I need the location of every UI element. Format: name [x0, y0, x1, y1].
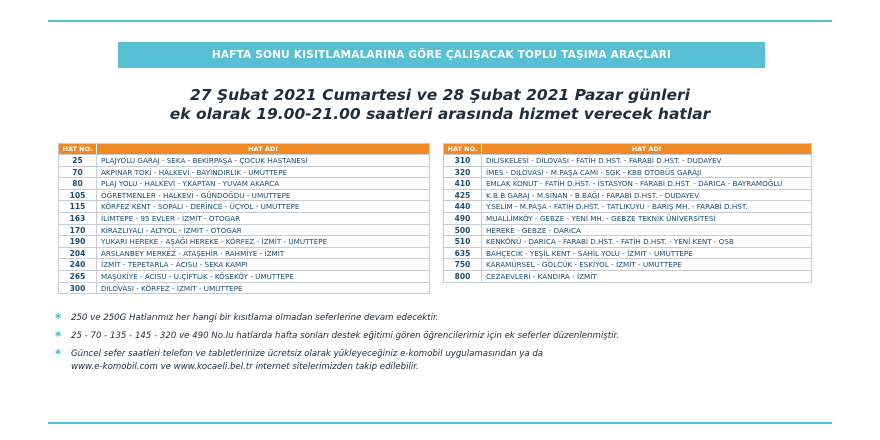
table-row: [59, 247, 429, 259]
table-row: [444, 177, 811, 189]
table-row: [444, 270, 811, 282]
route-number: 440: [444, 201, 482, 212]
table-row: [444, 212, 811, 224]
table-row: [444, 235, 811, 247]
headline: [60, 86, 820, 124]
route-name: KARAMÜRSEL - GÖLCÜK - ESKİYOL - İZMİT - UMUTTEPE: [486, 260, 682, 270]
table-row: [59, 177, 429, 189]
title-banner: [118, 42, 765, 68]
route-number: 190: [59, 236, 97, 247]
table-row: [444, 166, 811, 178]
col-header-route-no: HAT NO.: [444, 144, 482, 154]
route-number: 410: [444, 178, 482, 189]
right-table-header: [444, 144, 811, 154]
right-route-table: [443, 143, 812, 283]
note-item: [55, 312, 775, 325]
route-name: KİRAZLIYALI - ALTYOL - İZMİT - OTOGAR: [101, 225, 242, 235]
route-number: 115: [59, 201, 97, 212]
route-number: 750: [444, 259, 482, 270]
route-number: 170: [59, 225, 97, 236]
left-table-header: [59, 144, 429, 154]
route-number: 240: [59, 259, 97, 270]
route-number: 265: [59, 271, 97, 282]
route-name: AKPINAR TOKİ - HALKEVİ - BAYINDIRLIK - UMUTTEPE: [101, 167, 288, 177]
route-number: 310: [444, 155, 482, 166]
col-header-route-no: HAT NO.: [59, 144, 97, 154]
star-icon: *: [55, 311, 62, 325]
table-row: [59, 235, 429, 247]
table-row: [444, 189, 811, 201]
table-row: [444, 258, 811, 270]
bottom-divider: [48, 422, 832, 424]
note-text: 25 - 70 - 135 - 145 - 320 ve 490 No.lu hatlarda hafta sonları destek eğitimi gören öğrencilerimiz için ek seferler düzenlenmiştir.: [71, 331, 619, 341]
route-number: 425: [444, 190, 482, 201]
route-name: PLAJYOLU GARAJ - SEKA - BEKİRPAŞA - ÇOCUK HASTANESİ: [101, 156, 308, 165]
headline-line-2: ek olarak 19.00-21.00 saatleri arasında hizmet verecek hatlar: [169, 105, 711, 123]
route-number: 635: [444, 248, 482, 259]
route-name: MAŞUKİYE - ACISU - U.ÇİFTLİK - KÖSEKÖY - UMUTTEPE: [101, 271, 294, 281]
table-row: [59, 200, 429, 212]
route-number: 800: [444, 271, 482, 282]
route-name: Y.SELİM - M.PAŞA - FATİH D.HST. - TATLIKUYU - BARIŞ MH. - FARABİ D.HST.: [486, 202, 748, 212]
col-header-route-name: HAT ADI: [631, 145, 662, 153]
table-row: [59, 258, 429, 270]
left-table-body: [59, 154, 429, 293]
star-icon: *: [55, 329, 62, 343]
table-row: [59, 189, 429, 201]
table-row: [59, 166, 429, 178]
star-icon: *: [55, 347, 62, 361]
top-divider: [48, 20, 832, 22]
table-row: [444, 200, 811, 212]
table-row: [59, 154, 429, 166]
banner-title: HAFTA SONU KISITLAMALARINA GÖRE ÇALIŞACAK TOPLU TAŞIMA ARAÇLARI: [211, 49, 672, 61]
route-number: 300: [59, 283, 97, 294]
route-name: CEZAEVLERİ - KANDIRA - İZMİT: [486, 271, 597, 281]
left-route-table: [58, 143, 430, 294]
note-text: 250 ve 250G Hatlarımız her hangi bir kısıtlama olmadan seferlerine devam edecektir.: [71, 313, 439, 323]
route-name: BAHÇECİK - YEŞİL KENT - SAHİL YOLU - İZMİT - UMUTTEPE: [486, 248, 693, 258]
table-row: [59, 270, 429, 282]
route-name: İZMİT - TEPETARLA - ACISU - SEKA KAMPI: [101, 260, 248, 270]
route-name: PLAJ YOLU - HALKEVİ - Y.KAPTAN - YUVAM AKARCA: [101, 179, 280, 189]
route-number: 510: [444, 236, 482, 247]
table-row: [444, 247, 811, 259]
route-name: DİLİSKELESİ - DİLOVASI - FATİH D.HST. - FARABİ D.HST. - DUDAYEV: [486, 156, 722, 165]
route-number: 80: [59, 178, 97, 189]
route-number: 25: [59, 155, 97, 166]
note-text-links: www.e-komobil.com ve www.kocaeli.bel.tr internet sitelerimizden takip edilebilir.: [71, 362, 419, 372]
route-number: 500: [444, 225, 482, 236]
table-row: [59, 282, 429, 294]
note-text-block: [71, 348, 775, 374]
route-name: İLİMTEPE - 95 EVLER - İZMİT - OTOGAR: [101, 213, 241, 223]
route-number: 204: [59, 248, 97, 259]
route-name: EMLAK KONUT - FATİH D.HST. - İSTASYON - FARABİ D.HST. - DARICA - BAYRAMOĞLU: [486, 179, 783, 189]
table-row: [444, 154, 811, 166]
route-number: 320: [444, 167, 482, 178]
route-name: MUALLİMKÖY - GEBZE - YENİ MH. - GEBZE TEKNİK ÜNİVERSİTESİ: [486, 213, 716, 223]
route-name: HEREKE - GEBZE - DARICA: [486, 225, 581, 235]
route-name: ARSLANBEY MERKEZ - ATAŞEHİR - RAHMİYE - İZMİT: [101, 248, 285, 258]
right-table-body: [444, 154, 811, 282]
route-number: 70: [59, 167, 97, 178]
route-number: 490: [444, 213, 482, 224]
route-name: K.B.B GARAJ - M.SİNAN - B.BAĞI - FARABİ D.HST. - DUDAYEV: [486, 190, 700, 200]
table-row: [59, 224, 429, 236]
route-name: KÖRFEZ KENT - SOPALI - DERİNCE - ÜÇYOL - UMUTTEPE: [101, 202, 300, 212]
col-header-route-name: HAT ADI: [248, 145, 278, 153]
table-row: [444, 224, 811, 236]
route-number: 105: [59, 190, 97, 201]
route-name: DİLOVASI - KÖRFEZ - İZMİT - UMUTTEPE: [101, 283, 243, 293]
table-row: [59, 212, 429, 224]
route-name: KENKÖNÜ - DARICA - FARABİ D.HST. - FATİH D.HST. - YENİ KENT - OSB: [486, 237, 734, 247]
note-item: [55, 348, 775, 374]
headline-line-1: 27 Şubat 2021 Cumartesi ve 28 Şubat 2021 Pazar günleri: [190, 86, 690, 104]
route-name: YUKARI HEREKE - AŞAĞI HEREKE - KÖRFEZ - İZMİT - UMUTTEPE: [101, 237, 328, 247]
note-item: [55, 330, 775, 343]
notes-section: [55, 312, 775, 379]
route-number: 163: [59, 213, 97, 224]
note-text: Güncel sefer saatleri telefon ve tabletlerinize ücretsiz olarak yükleyeceğiniz e-komobil uygulamasından ya da: [71, 349, 544, 359]
route-name: ÖĞRETMENLER - HALKEVİ - GÜNDOĞDU - UMUTTEPE: [101, 190, 291, 200]
route-name: İMES - DİLOVASI - M.PAŞA CAMİ - SGK - KBB OTOBÜS GARAJI: [486, 167, 702, 177]
